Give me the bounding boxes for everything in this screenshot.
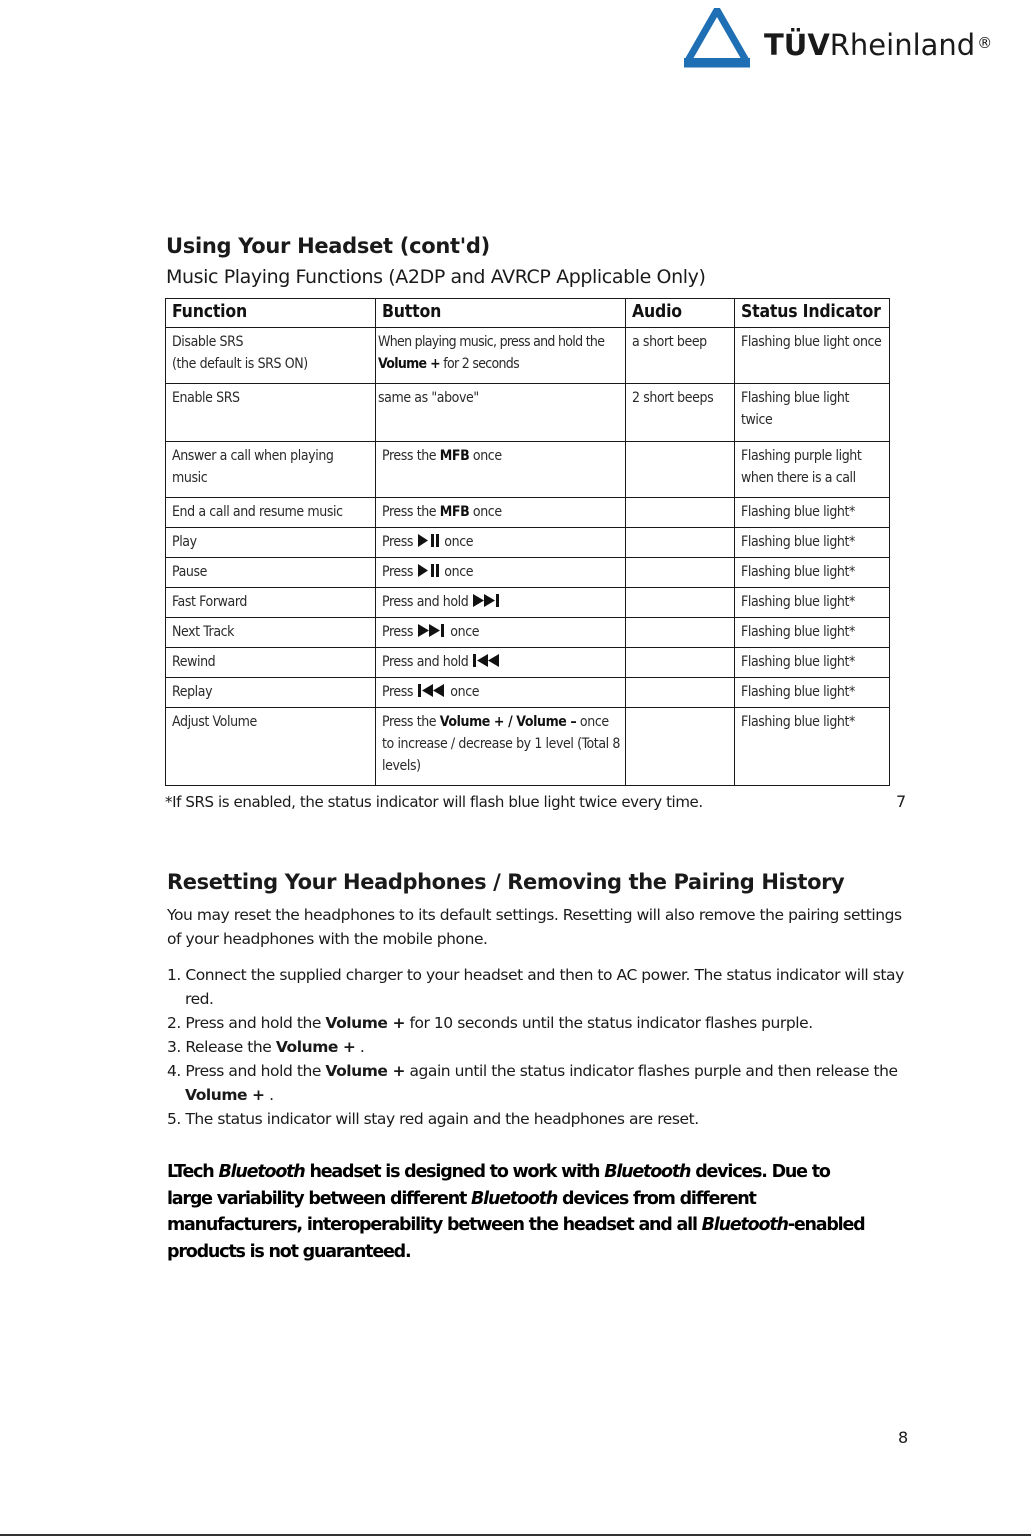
list-item: 1. Connect the supplied charger to your headset and then to AC power. The status indicator will stay red. — [167, 966, 904, 1008]
cell-audio — [626, 708, 735, 786]
cell-audio — [626, 648, 735, 678]
logo-wordmark — [764, 28, 992, 62]
cell-button: Press and hold — [376, 648, 626, 678]
table-row — [166, 442, 890, 498]
reset-section-title: Resetting Your Headphones / Removing the Pairing History — [167, 870, 845, 894]
section-subtitle: Music Playing Functions (A2DP and AVRCP Applicable Only) — [166, 266, 706, 288]
cell-button: Press the MFB once — [376, 498, 626, 528]
list-item: 4. Press and hold the Volume + again until the status indicator flashes purple and then release the Volume + . — [167, 1062, 898, 1104]
cell-function: Fast Forward — [166, 588, 376, 618]
table-row — [166, 618, 890, 648]
previous-track-icon — [417, 684, 447, 697]
list-item: 3. Release the Volume + . — [167, 1038, 365, 1056]
compatibility-disclaimer: LTech Bluetooth headset is designed to work with Bluetooth devices. Due to large variability between different Bluetooth devices from different manufacturers, interoperability between the headset and all Bluetooth-enabled products is not guaranteed. — [167, 1162, 865, 1262]
header-button: Button — [376, 299, 626, 328]
reset-intro: You may reset the headphones to its default settings. Resetting will also remove the pairing settings of your headphones with the mobile phone. — [167, 906, 902, 948]
cell-function: Next Track — [166, 618, 376, 648]
cell-audio: 2 short beeps — [626, 384, 735, 442]
cell-audio — [626, 558, 735, 588]
cell-button: Press once — [376, 678, 626, 708]
cell-status: Flashing blue light twice — [735, 384, 890, 442]
table-row — [166, 708, 890, 786]
next-track-icon — [472, 594, 502, 607]
cell-function: End a call and resume music — [166, 498, 376, 528]
tuv-rheinland-logo — [684, 8, 1014, 68]
table-row — [166, 384, 890, 442]
page-number: 7 — [896, 792, 907, 811]
cell-function: Play — [166, 528, 376, 558]
cell-audio — [626, 588, 735, 618]
logo-brand-bold: TÜV — [764, 28, 830, 62]
srs-footnote: *If SRS is enabled, the status indicator will flash blue light twice every time. — [165, 793, 703, 811]
list-item: 2. Press and hold the Volume + for 10 seconds until the status indicator flashes purple. — [167, 1014, 813, 1032]
cell-function: Replay — [166, 678, 376, 708]
music-functions-table — [165, 298, 890, 786]
table-row — [166, 528, 890, 558]
cell-status: Flashing blue light* — [735, 528, 890, 558]
cell-status: Flashing blue light once — [735, 328, 890, 384]
table-row — [166, 498, 890, 528]
cell-status: Flashing blue light* — [735, 588, 890, 618]
reset-steps-list — [167, 963, 907, 1131]
cell-button: Press the MFB once — [376, 442, 626, 498]
cell-function: Rewind — [166, 648, 376, 678]
cell-button: When playing music, press and hold the Volume + for 2 seconds — [376, 328, 626, 384]
cell-status: Flashing blue light* — [735, 708, 890, 786]
cell-status: Flashing blue light* — [735, 648, 890, 678]
next-track-icon — [417, 624, 447, 637]
cell-button: Press the Volume + / Volume – once to increase / decrease by 1 level (Total 8 levels) — [376, 708, 626, 786]
cell-function: Disable SRS (the default is SRS ON) — [166, 328, 376, 384]
cell-button: Press once — [376, 618, 626, 648]
cell-audio — [626, 528, 735, 558]
previous-track-icon — [472, 654, 502, 667]
table-row — [166, 648, 890, 678]
play-pause-icon — [417, 534, 441, 547]
cell-status: Flashing blue light* — [735, 618, 890, 648]
cell-function: Enable SRS — [166, 384, 376, 442]
table-row — [166, 328, 890, 384]
cell-button: Press once — [376, 558, 626, 588]
logo-brand-rest: Rheinland — [829, 28, 976, 62]
play-pause-icon — [417, 564, 441, 577]
cell-audio — [626, 618, 735, 648]
cell-status: Flashing blue light* — [735, 558, 890, 588]
cell-status: Flashing purple light when there is a call — [735, 442, 890, 498]
cell-button: same as "above" — [376, 384, 626, 442]
page-number: 8 — [898, 1428, 909, 1447]
logo-registered: ® — [977, 34, 993, 52]
header-function: Function — [166, 299, 376, 328]
cell-status: Flashing blue light* — [735, 498, 890, 528]
table-row — [166, 588, 890, 618]
cell-button: Press and hold — [376, 588, 626, 618]
cell-audio — [626, 442, 735, 498]
table-row — [166, 678, 890, 708]
cell-audio: a short beep — [626, 328, 735, 384]
page-bottom-rule — [0, 1534, 1031, 1536]
section-title: Using Your Headset (cont'd) — [166, 234, 490, 258]
header-status: Status Indicator — [735, 299, 890, 328]
cell-status: Flashing blue light* — [735, 678, 890, 708]
cell-function: Answer a call when playing music — [166, 442, 376, 498]
cell-audio — [626, 678, 735, 708]
table-row — [166, 558, 890, 588]
table-header-row — [166, 299, 890, 328]
cell-function: Adjust Volume — [166, 708, 376, 786]
tuv-triangle-icon — [684, 8, 750, 68]
cell-function: Pause — [166, 558, 376, 588]
cell-button: Press once — [376, 528, 626, 558]
cell-audio — [626, 498, 735, 528]
header-audio: Audio — [626, 299, 735, 328]
list-item: 5. The status indicator will stay red again and the headphones are reset. — [167, 1110, 699, 1128]
